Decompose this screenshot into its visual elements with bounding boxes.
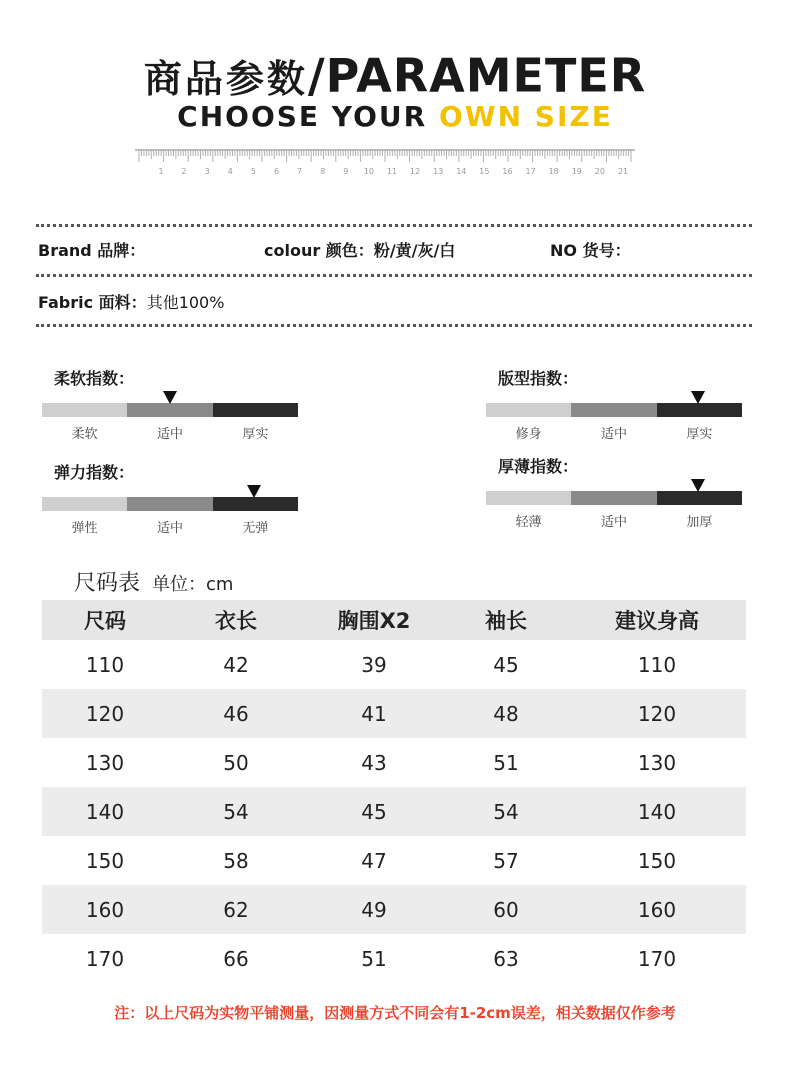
- table-row: [42, 640, 746, 689]
- table-cell: 41: [304, 689, 444, 738]
- table-cell: 39: [361, 652, 387, 677]
- title-chinese: 商品参数: [143, 57, 308, 101]
- table-cell: 110: [85, 652, 125, 677]
- index-marker-icon: [691, 391, 705, 404]
- subtitle: [0, 100, 790, 133]
- size-table-title: 尺码表: [74, 571, 141, 596]
- table-cell: 150: [637, 848, 677, 873]
- ruler-tick-label: 19: [571, 167, 582, 176]
- index-label: 适中: [156, 427, 183, 442]
- index-bar: [42, 497, 298, 511]
- index-label: 加厚: [686, 515, 713, 530]
- ruler-tick-label: 1: [158, 167, 164, 176]
- table-cell: 43: [361, 750, 387, 775]
- index-labels: [486, 511, 742, 530]
- table-row: [42, 689, 746, 738]
- measurement-note: 注：以上尺码为实物平铺测量，因测量方式不同会有1-2cm误差，相关数据仅作参考: [114, 1004, 676, 1022]
- table-header-cell: 衣长: [168, 600, 304, 640]
- table-row: [42, 934, 746, 983]
- subtitle-highlight-text: OWN SIZE: [438, 100, 613, 133]
- table-cell: 50: [223, 750, 249, 775]
- ruler-tick-label: 8: [320, 167, 326, 176]
- table-cell: 140: [568, 787, 746, 836]
- table-cell: 63: [493, 946, 519, 971]
- table-cell: 47: [361, 848, 387, 873]
- index-label: 修身: [515, 427, 542, 442]
- ruler-tick-label: 18: [548, 167, 559, 176]
- table-cell: 170: [637, 946, 677, 971]
- ruler-tick-label: 12: [410, 167, 421, 176]
- ruler-tick-label: 11: [386, 167, 398, 176]
- table-header-cell: 袖长: [444, 600, 568, 640]
- table-cell: 58: [223, 848, 249, 873]
- ruler-tick-label: 21: [617, 167, 629, 176]
- table-cell: 49: [304, 885, 444, 934]
- table-cell: 46: [168, 689, 304, 738]
- index-label: 适中: [156, 521, 183, 536]
- table-cell: 60: [444, 885, 568, 934]
- ruler-tick-label: 4: [227, 167, 233, 176]
- divider-bottom: [36, 324, 752, 327]
- elasticity-index: [42, 460, 298, 536]
- index-title: 版型指数：: [498, 369, 579, 388]
- ruler-tick-label: 10: [363, 167, 374, 176]
- ruler-tick-label: 5: [250, 167, 256, 176]
- index-bar: [42, 403, 298, 417]
- ruler-tick-label: 9: [343, 167, 349, 176]
- index-labels: [486, 423, 742, 442]
- table-cell: 51: [361, 946, 387, 971]
- ruler-tick-label: 17: [525, 167, 536, 176]
- ruler-graphic: [135, 148, 635, 176]
- table-header-cell: 尺码: [42, 600, 168, 640]
- table-cell: 42: [223, 652, 249, 677]
- index-bar: [486, 491, 742, 505]
- table-cell: 160: [42, 885, 168, 934]
- item-number-info: [550, 238, 631, 261]
- table-cell: 54: [444, 787, 568, 836]
- table-header-row: [42, 600, 746, 640]
- table-cell: 45: [493, 652, 519, 677]
- colour-info: [264, 238, 455, 261]
- table-cell: 120: [42, 689, 168, 738]
- index-label: 厚实: [686, 427, 713, 442]
- ruler-tick-label: 20: [594, 167, 605, 176]
- table-header-cell: 建议身高: [568, 600, 746, 640]
- index-label: 无弹: [242, 521, 269, 536]
- ruler-tick-label: 14: [456, 167, 467, 176]
- fit-index: [486, 366, 742, 442]
- table-cell: 110: [637, 652, 677, 677]
- table-cell: 57: [493, 848, 519, 873]
- fabric-label: Fabric 面料：: [38, 293, 147, 312]
- index-marker-icon: [247, 485, 261, 498]
- table-cell: 54: [168, 787, 304, 836]
- size-table-caption: [74, 566, 233, 597]
- ruler-tick-label: 3: [204, 167, 210, 176]
- table-row: [42, 836, 746, 885]
- index-title: 厚薄指数：: [498, 457, 579, 476]
- index-label: 柔软: [71, 427, 98, 442]
- ruler-tick-label: 13: [433, 167, 444, 176]
- page-title: [0, 48, 790, 103]
- index-labels: [42, 423, 298, 442]
- table-cell: 51: [493, 750, 519, 775]
- table-row: [42, 787, 746, 836]
- table-cell: 48: [444, 689, 568, 738]
- index-label: 厚实: [242, 427, 269, 442]
- divider-middle: [36, 274, 752, 277]
- table-cell: 150: [85, 848, 125, 873]
- table-cell: 130: [637, 750, 677, 775]
- index-marker-icon: [163, 391, 177, 404]
- ruler-tick-label: 16: [502, 167, 513, 176]
- table-cell: 160: [568, 885, 746, 934]
- size-table: [42, 600, 746, 983]
- fabric-info: [38, 290, 224, 313]
- index-label: 适中: [600, 515, 627, 530]
- table-header-cell: 胸围X2: [304, 600, 444, 640]
- table-cell: 66: [223, 946, 249, 971]
- index-labels: [42, 517, 298, 536]
- colour-label: colour 颜色：: [264, 241, 374, 260]
- table-row: [42, 885, 746, 934]
- ruler-tick-label: 2: [181, 167, 187, 176]
- item-number-label: NO 货号：: [550, 241, 631, 260]
- ruler-tick-label: 7: [297, 167, 303, 176]
- index-label: 弹性: [71, 521, 98, 536]
- colour-value: 粉/黄/灰/白: [373, 241, 456, 260]
- index-title: 弹力指数：: [54, 463, 135, 482]
- thickness-index: [486, 454, 742, 530]
- brand-info: [38, 238, 145, 261]
- ruler-tick-label: 6: [273, 167, 280, 176]
- table-cell: 45: [304, 787, 444, 836]
- brand-label: Brand 品牌：: [38, 241, 146, 260]
- subtitle-dark-text: CHOOSE YOUR: [177, 100, 439, 133]
- table-cell: 120: [568, 689, 746, 738]
- table-row: [42, 738, 746, 787]
- fabric-value: 其他100%: [146, 293, 225, 312]
- index-label: 适中: [600, 427, 627, 442]
- table-cell: 62: [168, 885, 304, 934]
- index-marker-icon: [691, 479, 705, 492]
- table-cell: 130: [85, 750, 125, 775]
- title-english: /PARAMETER: [307, 48, 647, 103]
- index-label: 轻薄: [515, 515, 542, 530]
- divider-top: [36, 224, 752, 227]
- size-table-unit: 单位：cm: [152, 574, 234, 595]
- table-cell: 170: [85, 946, 125, 971]
- ruler-tick-label: 15: [479, 167, 490, 176]
- softness-index: [42, 366, 298, 442]
- index-bar: [486, 403, 742, 417]
- index-title: 柔软指数：: [54, 369, 135, 388]
- table-cell: 140: [42, 787, 168, 836]
